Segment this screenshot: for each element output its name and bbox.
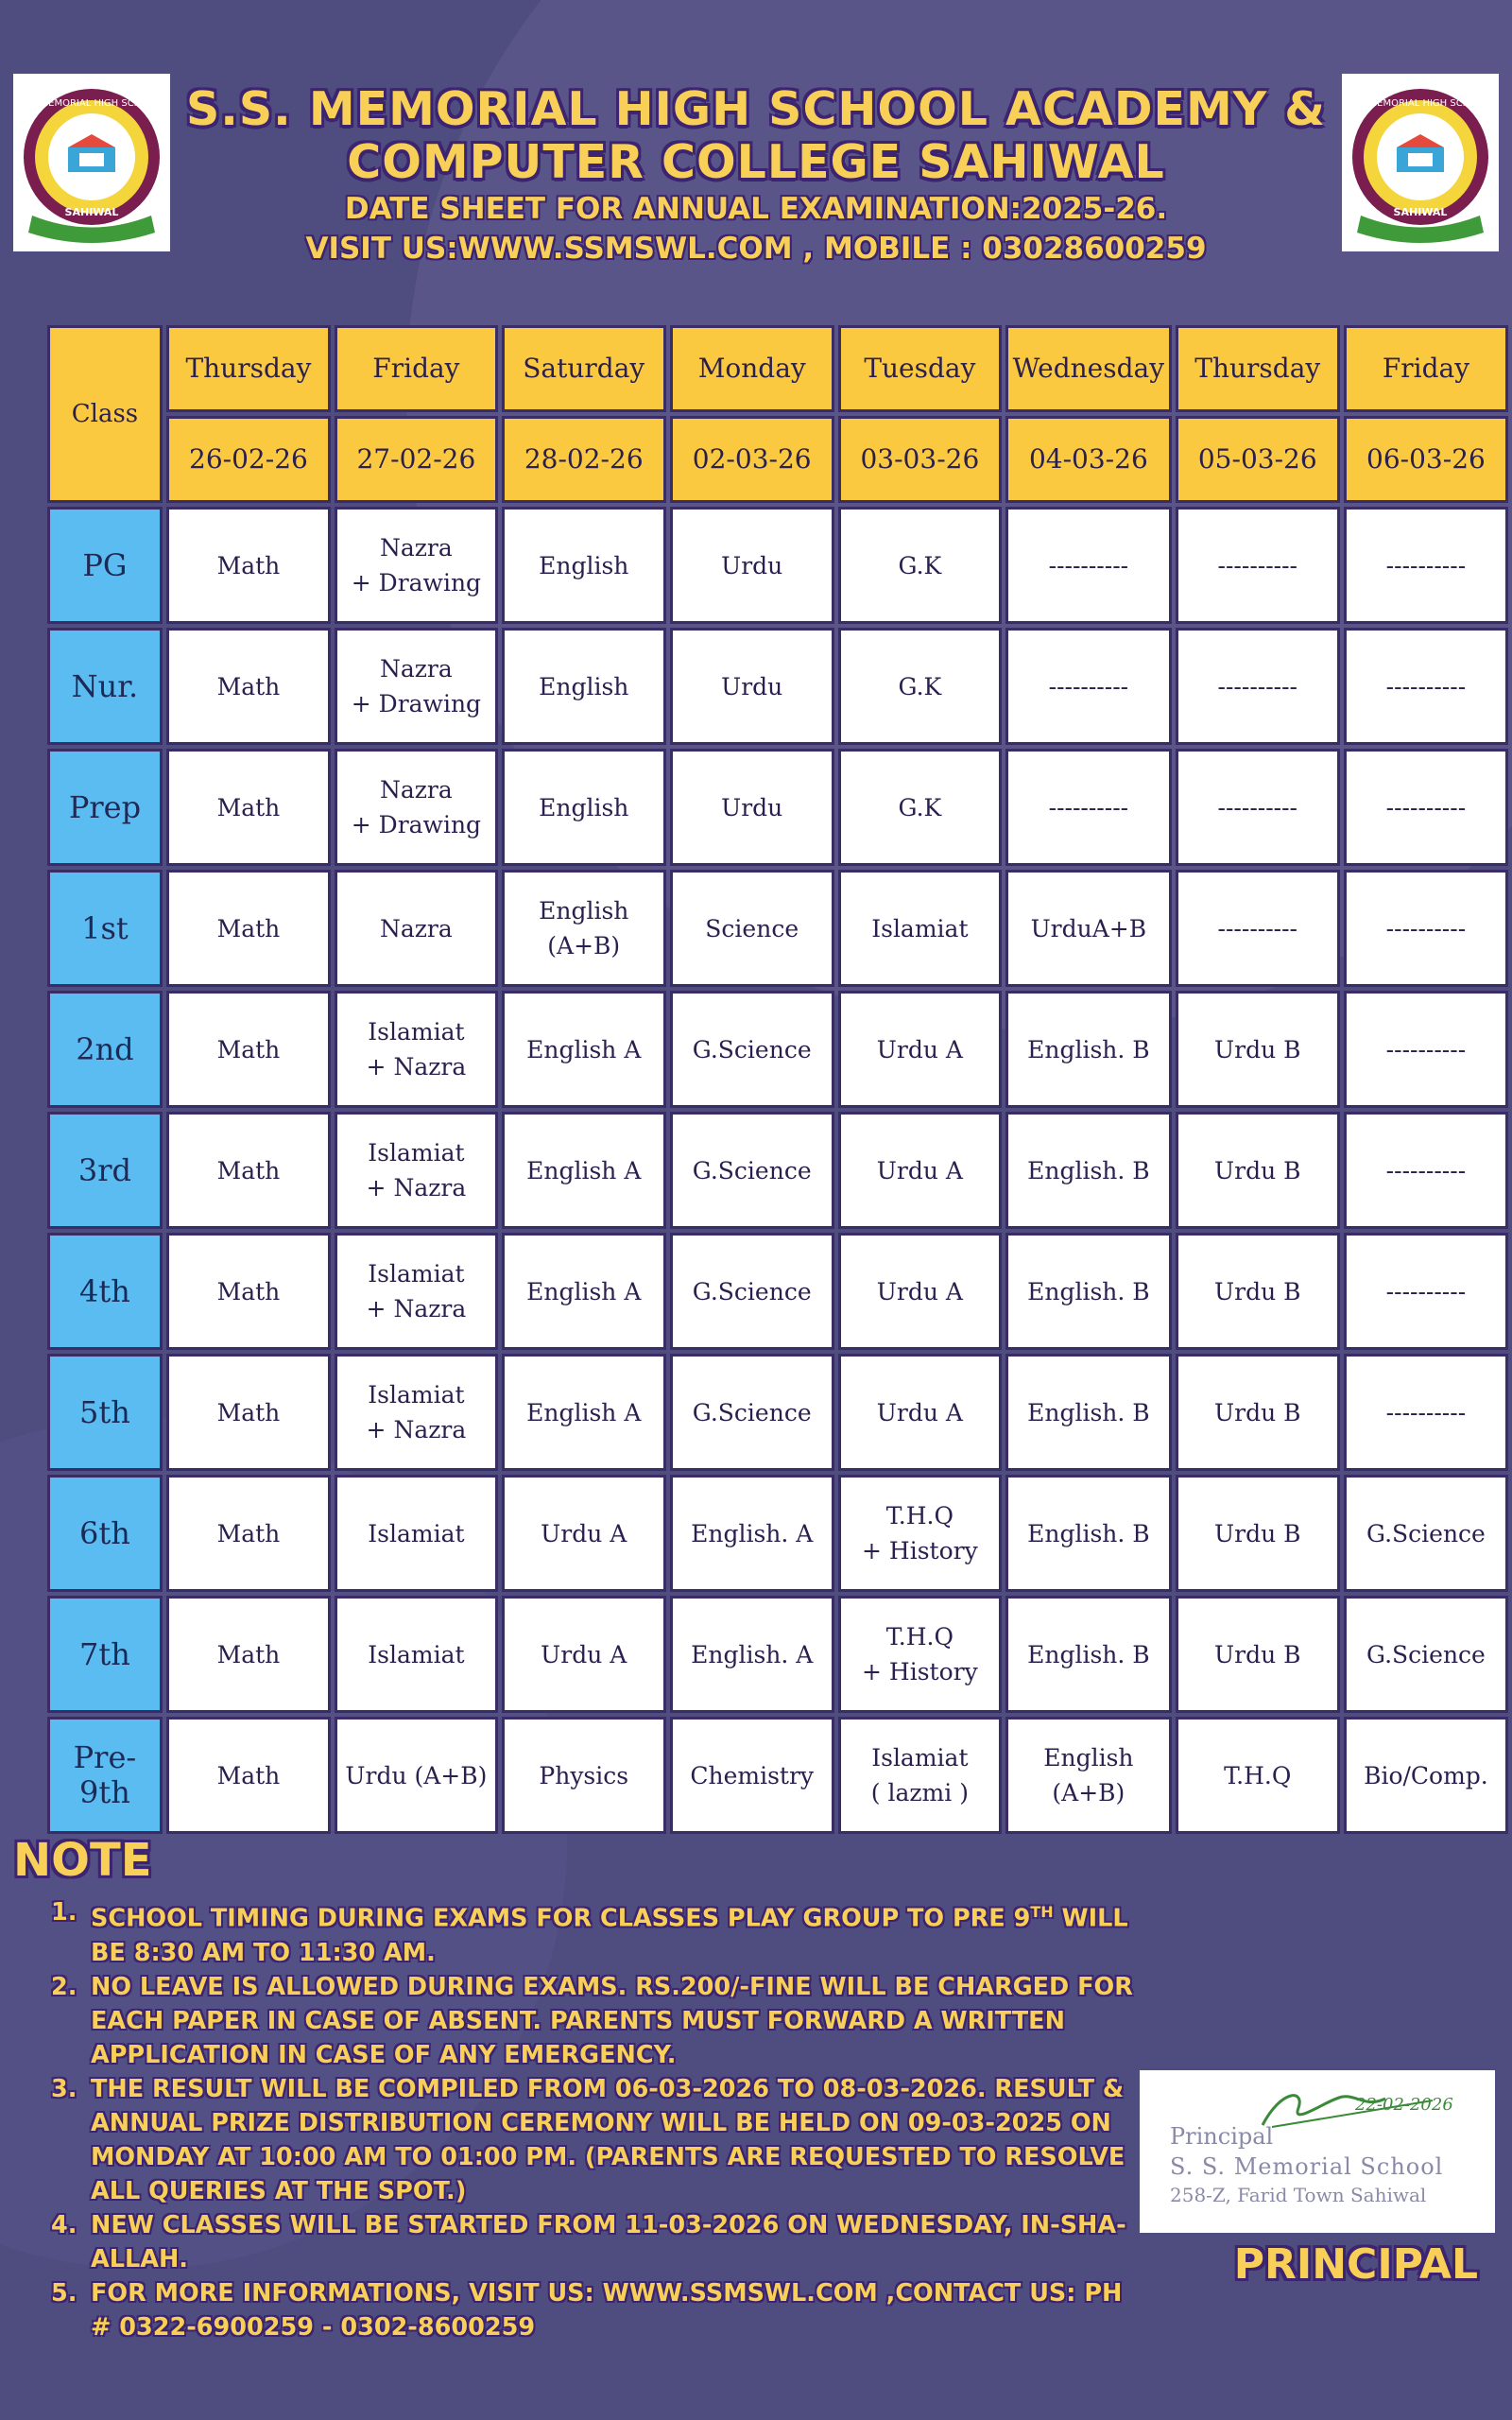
subject-cell (502, 628, 666, 745)
note-item (51, 2072, 1138, 2208)
subject-cell (1344, 628, 1508, 745)
subject-line: Math (216, 1035, 281, 1063)
subject-cell (1176, 1596, 1340, 1713)
subject-line: ---------- (1385, 1035, 1467, 1063)
subject-cell (838, 1112, 1002, 1229)
subject-cell (335, 1112, 498, 1229)
subject-line: Math (216, 1640, 281, 1668)
note-text (77, 1970, 1138, 2072)
note-item (51, 2276, 1138, 2344)
subject-line: Physics (539, 1761, 629, 1789)
subject-line: ---------- (1217, 672, 1298, 700)
table-row (47, 1354, 1508, 1471)
signature-label: Principal (1170, 2123, 1274, 2150)
signature-address: 258-Z, Farid Town Sahiwal (1170, 2184, 1427, 2206)
subject-line: + Nazra (366, 1174, 467, 1201)
subject-line: G.Science (1366, 1519, 1486, 1547)
subject-line: G.Science (692, 1156, 812, 1184)
subject-line: + Nazra (366, 1416, 467, 1443)
subject-cell (1176, 1717, 1340, 1834)
subject-line: Urdu A (876, 1277, 963, 1305)
day-header: Friday (1344, 325, 1508, 412)
subject-line: G.K (898, 793, 942, 821)
note-text-part: WILL BE 8:30 AM TO 11:30 AM. (91, 1904, 1128, 1967)
note-superscript: TH (1030, 1903, 1054, 1921)
table-row (47, 1233, 1508, 1350)
class-column-header: Class (47, 325, 163, 503)
subject-cell (166, 1112, 331, 1229)
subject-cell (335, 1475, 498, 1592)
subject-line: English. A (691, 1519, 814, 1547)
subject-cell (838, 991, 1002, 1108)
subject-line: ---------- (1385, 1156, 1467, 1184)
subject-line: English. B (1027, 1519, 1150, 1547)
subject-cell (1005, 628, 1172, 745)
subject-line: Urdu B (1214, 1640, 1301, 1668)
subject-line: English A (526, 1398, 642, 1426)
subject-line: English. B (1027, 1156, 1150, 1184)
subject-cell (166, 1596, 331, 1713)
subject-line: + Nazra (366, 1053, 467, 1080)
subject-cell (1005, 749, 1172, 866)
subject-line: Math (216, 793, 281, 821)
subject-line: ---------- (1048, 551, 1129, 579)
subject-cell (502, 870, 666, 987)
date-header-row (47, 416, 1508, 503)
class-name-cell: 1st (47, 870, 163, 987)
subject-line: Urdu (721, 551, 783, 579)
subject-cell (1344, 1354, 1508, 1471)
subject-line: + Nazra (366, 1295, 467, 1322)
subject-line: ( lazmi ) (870, 1779, 969, 1806)
note-text (77, 2276, 1138, 2344)
subject-cell (838, 628, 1002, 745)
subject-line: Urdu A (541, 1519, 627, 1547)
date-header: 05-03-26 (1176, 416, 1340, 503)
date-header: 28-02-26 (502, 416, 666, 503)
subject-line: Urdu B (1214, 1277, 1301, 1305)
svg-text:SAHIWAL: SAHIWAL (1393, 206, 1448, 218)
school-title-line-1: S.S. MEMORIAL HIGH SCHOOL ACADEMY & (185, 82, 1327, 136)
subject-line: Math (216, 914, 281, 942)
subject-cell (670, 1717, 834, 1834)
subject-line: Math (216, 1277, 281, 1305)
note-item (51, 1895, 1138, 1970)
subject-line: English (A+B) (539, 897, 629, 959)
subject-cell (335, 1354, 498, 1471)
subject-line: Urdu B (1214, 1398, 1301, 1426)
date-header: 06-03-26 (1344, 416, 1508, 503)
subject-line: Science (705, 914, 799, 942)
svg-text:SAHIWAL: SAHIWAL (64, 206, 119, 218)
subject-cell (1344, 991, 1508, 1108)
table-body (47, 507, 1508, 1834)
subject-cell (838, 1596, 1002, 1713)
subject-cell (335, 1596, 498, 1713)
subject-line: Urdu B (1214, 1519, 1301, 1547)
subject-cell (670, 1112, 834, 1229)
subject-cell (1344, 1475, 1508, 1592)
note-item (51, 1970, 1138, 2072)
subject-cell (166, 628, 331, 745)
subject-cell (502, 749, 666, 866)
subject-line: Urdu (721, 672, 783, 700)
subject-line: Math (216, 1519, 281, 1547)
subject-line: Nazra (379, 534, 453, 562)
subject-cell (1176, 1233, 1340, 1350)
subject-cell (166, 991, 331, 1108)
class-name-cell: 6th (47, 1475, 163, 1592)
subject-cell (335, 628, 498, 745)
subject-cell (1005, 991, 1172, 1108)
note-text-part: THE RESULT WILL BE COMPILED FROM 06-03-2026 TO 08-03-2026. RESULT & ANNUAL PRIZE DISTRIBUTION CEREMONY WILL BE HELD ON 09-03-2025 ON MONDAY AT 10:00 AM TO 01:00 PM. (PARENTS ARE REQUESTED TO RESOLVE ALL QUERIES AT THE SPOT.) (91, 2074, 1125, 2205)
school-emblem-icon (13, 74, 170, 251)
subject-cell (335, 1717, 498, 1834)
date-header: 27-02-26 (335, 416, 498, 503)
subject-cell (1176, 1354, 1340, 1471)
subject-line: English. B (1027, 1035, 1150, 1063)
subject-cell (335, 1233, 498, 1350)
note-text (77, 2208, 1138, 2276)
subject-line: ---------- (1385, 793, 1467, 821)
subject-line: English. A (691, 1640, 814, 1668)
subject-line: + Drawing (351, 569, 482, 596)
subject-line: Urdu A (876, 1398, 963, 1426)
date-header: 26-02-26 (166, 416, 331, 503)
table-row (47, 1112, 1508, 1229)
subject-line: Math (216, 1761, 281, 1789)
subject-line: Math (216, 551, 281, 579)
subject-cell (1005, 1596, 1172, 1713)
subject-cell (838, 1233, 1002, 1350)
table-row (47, 1475, 1508, 1592)
subject-line: G.Science (1366, 1640, 1486, 1668)
subject-line: ---------- (1048, 793, 1129, 821)
date-header: 04-03-26 (1005, 416, 1172, 503)
note-number: 5. (51, 2278, 77, 2308)
subject-line: + Drawing (351, 690, 482, 717)
class-name-cell: 4th (47, 1233, 163, 1350)
principal-label: PRINCIPAL (1233, 2240, 1478, 2289)
subject-line: English A (526, 1277, 642, 1305)
subject-line: English A (526, 1156, 642, 1184)
subject-line: ---------- (1217, 793, 1298, 821)
subject-line: ---------- (1217, 551, 1298, 579)
subject-cell (502, 1717, 666, 1834)
note-text-part: SCHOOL TIMING DURING EXAMS FOR CLASSES PLAY GROUP TO PRE 9 (91, 1904, 1031, 1933)
day-header-row (47, 325, 1508, 412)
subject-cell (838, 507, 1002, 624)
subject-cell (1005, 1112, 1172, 1229)
class-name-cell: Pre-9th (47, 1717, 163, 1834)
subject-cell (1344, 1233, 1508, 1350)
subject-line: English. B (1027, 1640, 1150, 1668)
subject-line: Urdu (A+B) (345, 1761, 488, 1789)
date-header: 03-03-26 (838, 416, 1002, 503)
subject-line: Math (216, 1398, 281, 1426)
page-header (180, 83, 1332, 268)
subject-line: G.Science (692, 1277, 812, 1305)
subject-cell (1344, 507, 1508, 624)
day-header: Monday (670, 325, 834, 412)
subject-cell (1176, 1475, 1340, 1592)
svg-text:S.S MEMORIAL HIGH SCHOOL: S.S MEMORIAL HIGH SCHOOL (1350, 98, 1490, 109)
subject-line: ---------- (1217, 914, 1298, 942)
subject-cell (838, 870, 1002, 987)
subject-cell (502, 1475, 666, 1592)
subject-line: UrduA+B (1030, 914, 1147, 942)
table-row (47, 1596, 1508, 1713)
signature-scribble-icon (1140, 2070, 1495, 2233)
subject-cell (1344, 749, 1508, 866)
subject-cell (670, 507, 834, 624)
note-text-part: FOR MORE INFORMATIONS, VISIT US: WWW.SSMSWL.COM ,CONTACT US: PH # 0322-6900259 - 0302-8600259 (91, 2278, 1123, 2342)
subject-line: Bio/Comp. (1364, 1761, 1488, 1789)
note-number: 2. (51, 1972, 77, 2001)
table-row (47, 870, 1508, 987)
table-row (47, 991, 1508, 1108)
subject-line: Islamiat (871, 1744, 969, 1772)
subject-cell (1344, 1112, 1508, 1229)
subject-line: G.K (898, 551, 942, 579)
subject-line: Urdu A (541, 1640, 627, 1668)
note-text-part: NEW CLASSES WILL BE STARTED FROM 11-03-2026 ON WEDNESDAY, IN-SHA-ALLAH. (91, 2210, 1126, 2273)
subject-line: Nazra (379, 914, 453, 942)
subject-line: Urdu A (876, 1035, 963, 1063)
svg-text:22-02-2026: 22-02-2026 (1355, 2095, 1453, 2115)
class-name-cell: 5th (47, 1354, 163, 1471)
subject-cell (1005, 1717, 1172, 1834)
principal-signature-stamp (1140, 2070, 1495, 2233)
subject-cell (166, 507, 331, 624)
subject-cell (166, 870, 331, 987)
subject-cell (670, 1475, 834, 1592)
note-number: 3. (51, 2074, 77, 2103)
subject-cell (1005, 507, 1172, 624)
subject-cell (838, 1475, 1002, 1592)
class-name-cell: Nur. (47, 628, 163, 745)
subject-cell (1176, 628, 1340, 745)
class-name-cell: 3rd (47, 1112, 163, 1229)
notes-title: NOTE (13, 1834, 152, 1887)
subject-line: + History (862, 1658, 978, 1685)
subject-line: ---------- (1385, 914, 1467, 942)
subject-cell (670, 749, 834, 866)
svg-text:S.S MEMORIAL HIGH SCHOOL: S.S MEMORIAL HIGH SCHOOL (22, 98, 162, 109)
subject-cell (670, 991, 834, 1108)
school-logo-left (13, 74, 170, 251)
subject-cell (335, 507, 498, 624)
table-row (47, 1717, 1508, 1834)
subject-line: English A (526, 1035, 642, 1063)
subject-line: G.K (898, 672, 942, 700)
subject-line: Islamiat (871, 914, 969, 942)
subject-line: Chemistry (690, 1761, 815, 1789)
note-text (77, 2072, 1138, 2208)
subject-line: ---------- (1385, 1398, 1467, 1426)
subject-cell (670, 1233, 834, 1350)
subject-line: T.H.Q (885, 1502, 954, 1530)
subject-line: English (539, 551, 629, 579)
subject-line: English (539, 793, 629, 821)
subject-cell (1005, 1354, 1172, 1471)
subject-cell (1005, 870, 1172, 987)
subject-line: Islamiat (368, 1018, 465, 1046)
notes-list (51, 1895, 1138, 2344)
note-text (77, 1895, 1138, 1970)
subject-cell (838, 1717, 1002, 1834)
subject-cell (502, 991, 666, 1108)
contact-line: VISIT US:WWW.SSMSWL.COM , MOBILE : 03028600259 (305, 232, 1207, 266)
table-row (47, 628, 1508, 745)
subject-cell (502, 1233, 666, 1350)
subject-cell (838, 1354, 1002, 1471)
subject-cell (166, 749, 331, 866)
subject-line: Urdu A (876, 1156, 963, 1184)
day-header: Wednesday (1005, 325, 1172, 412)
subject-cell (502, 1596, 666, 1713)
day-header: Thursday (1176, 325, 1340, 412)
signature-school: S. S. Memorial School (1170, 2153, 1444, 2180)
class-name-cell: 7th (47, 1596, 163, 1713)
subject-line: English. B (1027, 1277, 1150, 1305)
subject-line: G.Science (692, 1398, 812, 1426)
subject-cell (1176, 749, 1340, 866)
subject-line: ---------- (1385, 1277, 1467, 1305)
day-header: Tuesday (838, 325, 1002, 412)
subject-line: Islamiat (368, 1381, 465, 1409)
subject-line: Islamiat (368, 1519, 465, 1547)
date-sheet-table (43, 321, 1512, 1838)
subject-cell (166, 1475, 331, 1592)
subject-line: English (A+B) (1043, 1744, 1134, 1806)
subject-cell (1344, 1596, 1508, 1713)
note-number: 4. (51, 2210, 77, 2239)
subject-line: G.Science (692, 1035, 812, 1063)
subject-line: English (539, 672, 629, 700)
subject-cell (670, 1354, 834, 1471)
subject-line: + Drawing (351, 811, 482, 838)
subject-line: ---------- (1385, 672, 1467, 700)
subject-cell (166, 1717, 331, 1834)
subject-cell (1176, 507, 1340, 624)
school-title-line-2: COMPUTER COLLEGE SAHIWAL (347, 135, 1165, 189)
subject-line: ---------- (1048, 672, 1129, 700)
subject-cell (670, 628, 834, 745)
subject-line: Nazra (379, 776, 453, 804)
note-item (51, 2208, 1138, 2276)
note-text-part: NO LEAVE IS ALLOWED DURING EXAMS. RS.200/-FINE WILL BE CHARGED FOR EACH PAPER IN CASE OF ABSENT. PARENTS MUST FORWARD A WRITTEN APPLICATION IN CASE OF ANY EMERGENCY. (91, 1972, 1133, 2069)
table-row (47, 749, 1508, 866)
subject-cell (502, 1112, 666, 1229)
subject-cell (335, 991, 498, 1108)
subject-cell (166, 1233, 331, 1350)
subject-line: Islamiat (368, 1260, 465, 1288)
subject-cell (502, 1354, 666, 1471)
subject-line: + History (862, 1537, 978, 1564)
subject-line: Nazra (379, 655, 453, 683)
table-row (47, 507, 1508, 624)
subject-line: T.H.Q (885, 1623, 954, 1651)
subject-cell (670, 870, 834, 987)
subject-line: ---------- (1385, 551, 1467, 579)
subject-cell (335, 749, 498, 866)
subject-line: Math (216, 1156, 281, 1184)
class-name-cell: Prep (47, 749, 163, 866)
subject-cell (670, 1596, 834, 1713)
subject-line: English. B (1027, 1398, 1150, 1426)
subject-cell (502, 507, 666, 624)
subject-cell (1005, 1475, 1172, 1592)
day-header: Thursday (166, 325, 331, 412)
subject-cell (1176, 1112, 1340, 1229)
subject-line: Urdu B (1214, 1156, 1301, 1184)
subject-line: Islamiat (368, 1640, 465, 1668)
subject-line: T.H.Q (1224, 1761, 1292, 1789)
day-header: Saturday (502, 325, 666, 412)
class-name-cell: PG (47, 507, 163, 624)
school-logo-right (1342, 74, 1499, 251)
subject-cell (1344, 1717, 1508, 1834)
subject-cell (1176, 870, 1340, 987)
subject-cell (335, 870, 498, 987)
day-header: Friday (335, 325, 498, 412)
subject-line: Urdu (721, 793, 783, 821)
subject-line: Math (216, 672, 281, 700)
school-emblem-icon (1342, 74, 1499, 251)
subject-cell (1344, 870, 1508, 987)
subject-cell (838, 749, 1002, 866)
subject-line: Islamiat (368, 1139, 465, 1167)
date-sheet-subtitle: DATE SHEET FOR ANNUAL EXAMINATION:2025-26. (344, 192, 1168, 226)
date-header: 02-03-26 (670, 416, 834, 503)
subject-cell (166, 1354, 331, 1471)
subject-cell (1176, 991, 1340, 1108)
subject-cell (1005, 1233, 1172, 1350)
note-number: 1. (51, 1898, 77, 1927)
class-name-cell: 2nd (47, 991, 163, 1108)
subject-line: Urdu B (1214, 1035, 1301, 1063)
